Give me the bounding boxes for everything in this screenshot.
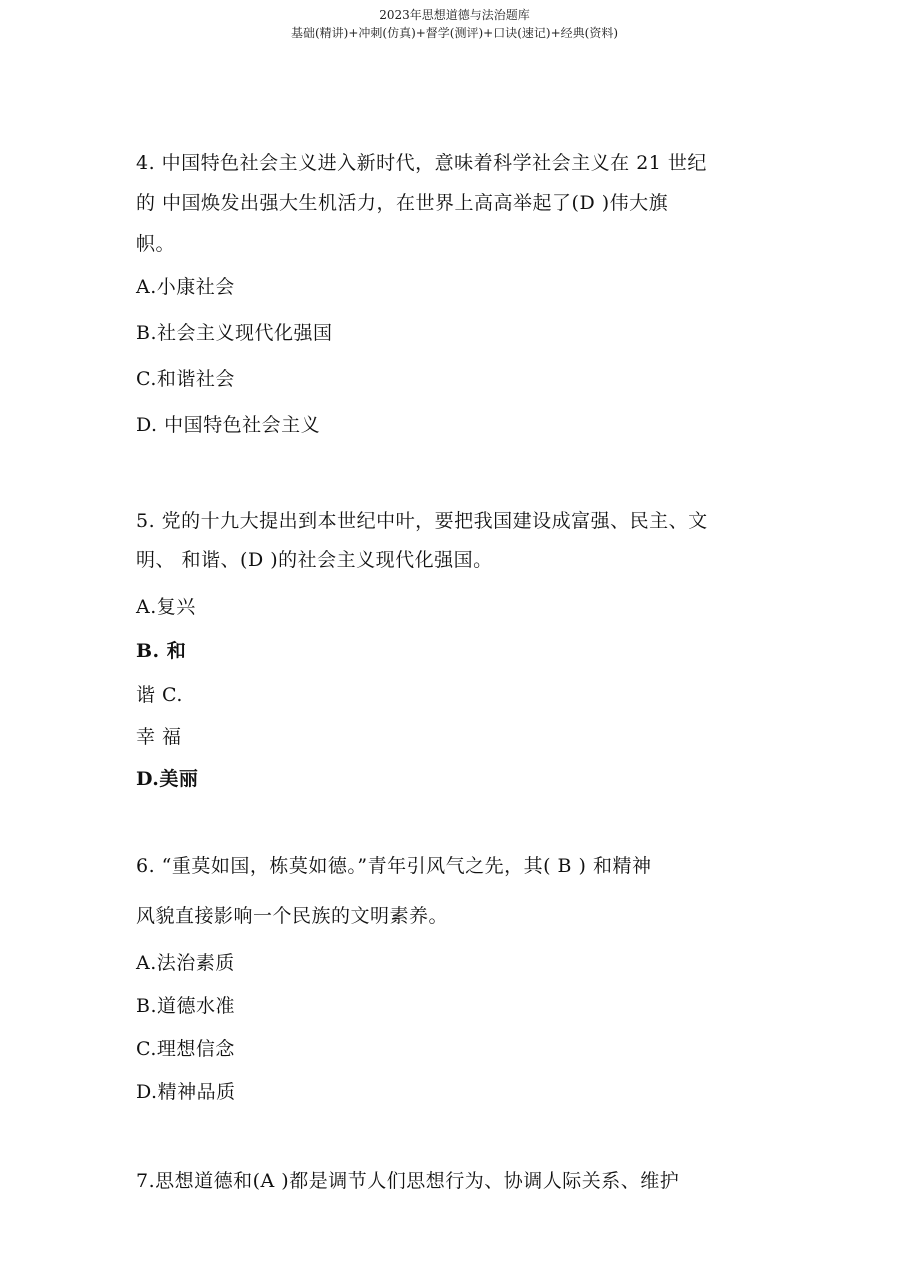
question-6-option-a: A.法治素质: [136, 952, 235, 974]
question-4-option-a: A.小康社会: [136, 276, 235, 298]
question-4-line-3: 帜。: [136, 233, 176, 255]
question-5-option-b: B. 和: [136, 640, 187, 662]
question-4-line-1: 4. 中国特色社会主义进入新时代，意味着科学社会主义在 21 世纪: [136, 152, 707, 174]
question-5-option-c: 幸 福: [136, 726, 182, 748]
question-6-line-2: 风貌直接影响一个民族的文明素养。: [136, 905, 449, 927]
question-4-option-d: D. 中国特色社会主义: [136, 414, 321, 436]
question-7-line-1: 7.思想道德和(A )都是调节人们思想行为、协调人际关系、维护: [136, 1170, 680, 1192]
question-5-option-d: D.美丽: [136, 768, 199, 790]
question-6-option-c: C.理想信念: [136, 1038, 235, 1060]
question-4-option-b: B.社会主义现代化强国: [136, 322, 333, 344]
question-5-line-1: 5. 党的十九大提出到本世纪中叶，要把我国建设成富强、民主、文: [136, 510, 708, 532]
question-5-option-b-cont: 谐 C.: [136, 684, 183, 706]
document-header-subtitle: 基础(精讲)+冲刺(仿真)+督学(测评)+口诀(速记)+经典(资料): [290, 26, 619, 40]
question-4-line-2: 的 中国焕发出强大生机活力，在世界上高高举起了(D )伟大旗: [136, 192, 669, 214]
question-6-option-d: D.精神品质: [136, 1081, 236, 1103]
document-header-title: 2023年思想道德与法治题库: [379, 8, 530, 22]
question-6-line-1: 6. “重莫如国，栋莫如德。”青年引风气之先，其( B ) 和精神: [136, 855, 652, 877]
question-5-line-2: 明、 和谐、(D )的社会主义现代化强国。: [136, 549, 493, 571]
question-6-option-b: B.道德水准: [136, 995, 236, 1017]
question-4-option-c: C.和谐社会: [136, 368, 235, 390]
question-5-option-a: A.复兴: [136, 596, 196, 618]
